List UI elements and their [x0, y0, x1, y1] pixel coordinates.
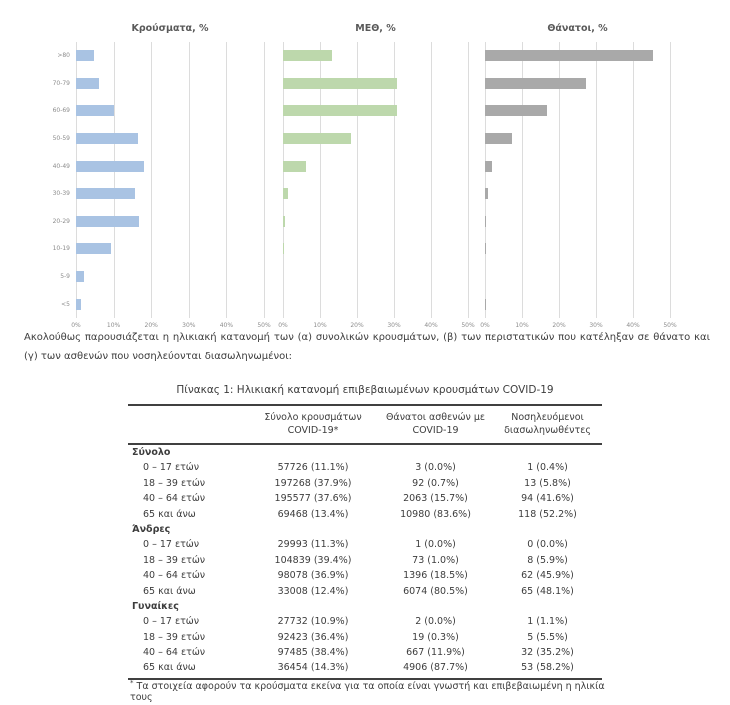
bar-70-79 — [485, 78, 586, 89]
bar-row — [485, 263, 670, 291]
table-row — [128, 491, 602, 506]
cell-deaths: 2063 (15.7%) — [403, 493, 468, 505]
bar-row — [76, 180, 264, 208]
cell-deaths: 1396 (18.5%) — [403, 570, 468, 582]
bar-row — [76, 152, 264, 180]
x-axis-tick: 10% — [313, 322, 327, 329]
y-axis-labels — [50, 42, 76, 318]
bar-rows — [485, 42, 670, 318]
gridline — [264, 42, 265, 318]
chart-deaths-percent — [480, 16, 677, 334]
bar->80 — [485, 50, 653, 61]
table-row — [128, 553, 602, 568]
cell-cases: 104839 (39.4%) — [274, 554, 352, 566]
bar-row — [283, 180, 468, 208]
cell-deaths: 19 (0.3%) — [412, 631, 459, 643]
bar-row — [283, 290, 468, 318]
cell-deaths: 667 (11.9%) — [406, 647, 465, 659]
cell-cases: 69468 (13.4%) — [277, 508, 349, 520]
cell-intubated: 1 (0.4%) — [527, 462, 568, 474]
bar-row — [485, 180, 670, 208]
bar-50-59 — [283, 133, 351, 144]
x-axis-tick: 20% — [552, 322, 566, 329]
cell-cases: 27732 (10.9%) — [277, 616, 349, 628]
x-axis-tick: 10% — [515, 322, 529, 329]
x-axis-tick: 30% — [589, 322, 603, 329]
table-row — [128, 460, 602, 475]
bar-row — [76, 125, 264, 153]
table-header-deaths: Θάνατοι ασθενών με COVID-19 — [385, 412, 486, 436]
row-age-label: 40 – 64 ετών — [143, 493, 206, 505]
bar-40-49 — [283, 161, 306, 172]
bar-10-19 — [485, 243, 486, 254]
bar-row — [76, 208, 264, 236]
y-axis-label: 60-69 — [52, 107, 70, 115]
y-axis-label: 5-9 — [60, 273, 70, 281]
row-age-label: 65 και άνω — [143, 585, 196, 597]
x-axis-tick: 50% — [461, 322, 475, 329]
row-age-label: 65 και άνω — [143, 508, 196, 520]
row-age-label: 0 – 17 ετών — [143, 616, 200, 628]
cell-cases: 195577 (37.6%) — [274, 493, 352, 505]
bar-50-59 — [485, 133, 512, 144]
bar-10-19 — [76, 243, 111, 254]
plot-area — [76, 42, 264, 318]
cell-deaths: 3 (0.0%) — [415, 462, 456, 474]
cell-deaths: 1 (0.0%) — [415, 539, 456, 551]
y-axis-label: 20-29 — [52, 217, 70, 225]
bar-row — [76, 42, 264, 70]
y-axis-label: 10-19 — [52, 245, 70, 253]
bar-30-39 — [485, 188, 488, 199]
table-section-label: Σύνολο — [132, 447, 171, 458]
table-row — [128, 660, 602, 675]
bar-row — [283, 70, 468, 98]
bar-row — [283, 152, 468, 180]
cell-deaths: 73 (1.0%) — [412, 554, 459, 566]
x-axis-tick: 40% — [424, 322, 438, 329]
bar->80 — [76, 50, 94, 61]
bar-40-49 — [76, 161, 144, 172]
bar-row — [283, 125, 468, 153]
table-section-label: Γυναίκες — [132, 600, 179, 612]
cell-cases: 197268 (37.9%) — [274, 477, 352, 489]
table-row — [128, 537, 602, 552]
table-header-cases: Σύνολο κρουσμάτων COVID-19* — [264, 412, 362, 436]
bar-row — [76, 290, 264, 318]
row-age-label: 18 – 39 ετών — [143, 631, 206, 643]
plot-area — [283, 42, 468, 318]
bar-60-69 — [485, 105, 547, 116]
cell-deaths: 2 (0.0%) — [415, 616, 456, 628]
cell-cases: 29993 (11.3%) — [277, 539, 349, 551]
table-row — [128, 645, 602, 660]
bar-50-59 — [76, 133, 138, 144]
row-age-label: 0 – 17 ετών — [143, 462, 200, 474]
cell-cases: 36454 (14.3%) — [277, 662, 349, 674]
x-axis-tick: 20% — [350, 322, 364, 329]
chart-icu-percent — [278, 16, 475, 334]
table-row — [128, 507, 602, 522]
x-axis-tick: 40% — [219, 322, 234, 329]
bar-row — [283, 42, 468, 70]
table-section-label: Άνδρες — [132, 523, 171, 535]
x-axis-tick: 40% — [626, 322, 640, 329]
bar-10-19 — [283, 243, 284, 254]
bar-rows — [283, 42, 468, 318]
cell-deaths: 6074 (80.5%) — [403, 585, 468, 597]
bar-60-69 — [283, 105, 397, 116]
table-row — [128, 584, 602, 599]
table-header-intubated: Νοσηλευόμενοι διασωληνωθέντες — [504, 412, 591, 436]
bar-row — [283, 263, 468, 291]
footnote-marker: * — [130, 679, 134, 687]
footnote-text: Τα στοιχεία αφορούν τα κρούσματα εκείνα για τα οποία είναι γνωστή και επιβεβαιωμένη η ηλικία τους — [130, 681, 605, 704]
cell-intubated: 0 (0.0%) — [527, 539, 568, 551]
x-axis-tick: 50% — [663, 322, 677, 329]
cell-deaths: 92 (0.7%) — [412, 477, 459, 489]
table-footnote — [130, 679, 610, 703]
plot-area — [485, 42, 670, 318]
chart-title: ΜΕΘ, % — [355, 23, 396, 34]
row-age-label: 65 και άνω — [143, 662, 196, 674]
cell-deaths: 4906 (87.7%) — [403, 662, 468, 674]
bar-row — [485, 208, 670, 236]
bar-30-39 — [76, 188, 135, 199]
bar-rows — [76, 42, 264, 318]
bar-row — [485, 42, 670, 70]
x-axis-tick: 30% — [387, 322, 401, 329]
y-axis-label: <5 — [61, 300, 70, 308]
bar-40-49 — [485, 161, 492, 172]
y-axis-label: 40-49 — [52, 162, 70, 170]
y-axis-label: 70-79 — [52, 79, 70, 87]
cell-cases: 57726 (11.1%) — [277, 462, 349, 474]
bar-row — [76, 235, 264, 263]
x-axis-tick: 20% — [144, 322, 158, 329]
cell-cases: 97485 (38.4%) — [277, 647, 349, 659]
bar-row — [485, 152, 670, 180]
table-row — [128, 568, 602, 583]
cell-cases: 98078 (36.9%) — [277, 570, 349, 582]
table-row — [128, 630, 602, 645]
cell-intubated: 53 (58.2%) — [521, 662, 574, 674]
cell-intubated: 8 (5.9%) — [527, 554, 568, 566]
bar-<5 — [76, 299, 81, 310]
row-age-label: 0 – 17 ετών — [143, 539, 200, 551]
y-axis-label: >80 — [57, 52, 70, 60]
x-axis-tick: 50% — [257, 322, 271, 329]
cell-intubated: 32 (35.2%) — [521, 647, 574, 659]
bar-70-79 — [283, 78, 397, 89]
bar-20-29 — [76, 216, 139, 227]
bar-row — [485, 70, 670, 98]
cell-cases: 33008 (12.4%) — [277, 585, 349, 597]
cell-intubated: 94 (41.6%) — [521, 493, 574, 505]
row-age-label: 18 – 39 ετών — [143, 477, 206, 489]
table-row — [128, 476, 602, 491]
bar-20-29 — [283, 216, 285, 227]
chart-title: Θάνατοι, % — [547, 23, 608, 34]
cell-intubated: 1 (1.1%) — [527, 616, 568, 628]
bar->80 — [283, 50, 332, 61]
table-body — [128, 445, 602, 680]
bar-20-29 — [485, 216, 486, 227]
bar-row — [485, 97, 670, 125]
cell-intubated: 118 (52.2%) — [518, 508, 577, 520]
bar-row — [283, 235, 468, 263]
table-header-row — [128, 404, 602, 445]
row-age-label: 40 – 64 ετών — [143, 647, 206, 659]
chart-body — [283, 42, 468, 318]
bar-30-39 — [283, 188, 288, 199]
age-distribution-table — [128, 404, 602, 680]
chart-body — [50, 42, 264, 318]
bar-5-9 — [76, 271, 84, 282]
bar-70-79 — [76, 78, 99, 89]
x-axis-tick: 0% — [480, 322, 490, 329]
bar-row — [76, 97, 264, 125]
bar-row — [485, 235, 670, 263]
x-axis-tick: 30% — [182, 322, 196, 329]
row-age-label: 40 – 64 ετών — [143, 570, 206, 582]
y-axis-label: 30-39 — [52, 190, 70, 198]
cell-intubated: 65 (48.1%) — [521, 585, 574, 597]
intro-paragraph: Ακολούθως παρουσιάζεται η ηλικιακή κατανομή των (α) συνολικών κρουσμάτων, (β) των περιστατικών που κατέληξαν σε θάνατο και (γ) των ασθενών που νοσηλεύονται διασωληνωμένοι: — [24, 332, 710, 362]
gridline — [670, 42, 671, 318]
cell-intubated: 13 (5.8%) — [524, 477, 571, 489]
bar-row — [485, 125, 670, 153]
table-row — [128, 614, 602, 629]
chart-body — [485, 42, 670, 318]
chart-title: Κρούσματα, % — [131, 23, 209, 34]
table-title: Πίνακας 1: Ηλικιακή κατανομή επιβεβαιωμένων κρουσμάτων COVID-19 — [176, 384, 554, 396]
gridline — [468, 42, 469, 318]
bar-row — [485, 290, 670, 318]
x-axis-tick: 0% — [71, 322, 81, 329]
y-axis-label: 50-59 — [52, 135, 70, 143]
chart-cases-percent — [50, 16, 271, 334]
row-age-label: 18 – 39 ετών — [143, 554, 206, 566]
table-header-empty — [128, 411, 248, 437]
x-axis-tick: 0% — [278, 322, 288, 329]
x-axis-tick: 10% — [106, 322, 121, 329]
bar-60-69 — [76, 105, 114, 116]
cell-cases: 92423 (36.4%) — [277, 631, 349, 643]
bar-row — [283, 208, 468, 236]
cell-deaths: 10980 (83.6%) — [400, 508, 471, 520]
bar-row — [283, 97, 468, 125]
bar-row — [76, 263, 264, 291]
cell-intubated: 5 (5.5%) — [527, 631, 568, 643]
bar-row — [76, 70, 264, 98]
cell-intubated: 62 (45.9%) — [521, 570, 574, 582]
